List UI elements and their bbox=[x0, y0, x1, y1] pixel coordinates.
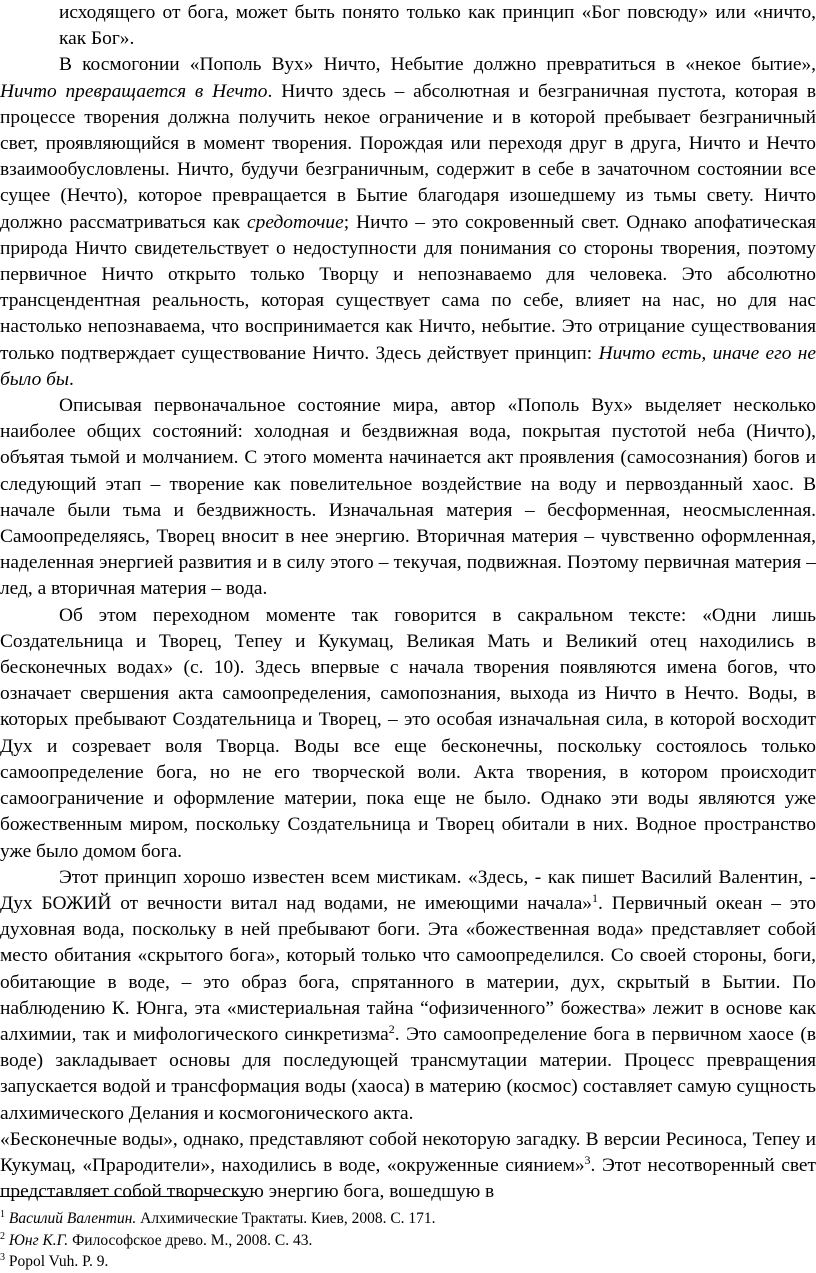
footnote-number: 1 bbox=[0, 1209, 5, 1220]
footnote-author: Василий Валентин. bbox=[8, 1210, 137, 1227]
footnote-number: 3 bbox=[0, 1252, 5, 1263]
text-run: исходящего от бога, может быть понято только как принцип «Бог повсюду» или «ничто, как Бог». bbox=[59, 2, 816, 50]
footnote-text: Алхимические Трактаты. Киев, 2008. С. 171. bbox=[136, 1210, 436, 1227]
footnote-2 bbox=[0, 1230, 816, 1252]
text-run: . Первичный океан – это духовная вода, поскольку в ней пребывают боги. Эта «божественная вода» представляет собой место обитания «скрытого бога», который только что самоопределился. Со своей стороны, боги, обитающие в воде, – это образ бога, спрятанного в материи, дух, скрытый в Бытии. По наблюдению К. Юнга, эта «мистериальная тайна “офизиченного” божества» лежит в основе как алхимии, так и мифологического синкретизма bbox=[0, 892, 816, 1045]
footnote-separator bbox=[0, 1196, 253, 1197]
paragraph-cosmogony bbox=[0, 52, 816, 393]
footnote-ref: 3 bbox=[584, 1152, 591, 1167]
text-run: . Ничто здесь – абсолютная и безграничная пустота, которая в процессе творения должна получить некое ограничение и в которой пребывает безграничный свет, проявляющийся в момент творения. Порождая или переходя друг в друга, Ничто и Нечто взаимообусловлены. Ничто, будучи безграничным, содержит в себе в зачаточном состоянии все сущее (Нечто), которое превращается в Бытие благодаря изошедшему из тьмы свету. Ничто должно рассматриваться как bbox=[0, 80, 816, 233]
footnote-text: Popol Vuh. P. 9. bbox=[8, 1253, 109, 1270]
text-run: Об этом переходном моменте так говорится в сакральном тексте: «Одни лишь Создательница и Творец, Тепеу и Кукумац, Великая Мать и Великий отец находились в бесконечных водах» (с. 10). Здесь впервые с начала творения появляются имена богов, что означает свершения акта самоопределения, самопознания, выхода из Ничто в Нечто. Воды, в которых пребывают Создательница и Творец, – это особая изначальная сила, в которой восходит Дух и созревает воля Творца. Воды все еще бесконечны, поскольку состоялось только самоопределение бога, но не его творческой воли. Акта творения, в котором происходит самоограничение и оформление материи, пока еще не было. Однако эти воды являются уже божественным миром, поскольку Создательница и Творец обитали в них. Водное пространство уже было домом бога. bbox=[0, 604, 816, 862]
italic-phrase: Ничто есть, иначе его не было бы bbox=[0, 342, 816, 390]
italic-phrase: средоточие bbox=[247, 211, 344, 233]
text-run: Описывая первоначальное состояние мира, автор «Пополь Вух» выделяет несколько наиболее общих состояний: холодная и бездвижная вода, покрытая пустотой неба (Ничто), объятая тьмой и молчанием. С этого момента начинается акт проявления (самосознания) богов и следующий этап – творение как повелительное воздействие на воду и первозданный хаос. В начале были тьма и бездвижность. Изначальная материя – бесформенная, неосмысленная. Самоопределяясь, Творец вносит в нее энергию. Вторичная материя – чувственно оформленная, наделенная энергией развития и в силу этого – текучая, подвижная. Поэтому первичная материя – лед, а вторичная материя – вода. bbox=[0, 395, 816, 600]
text-run: Этот принцип хорошо известен всем мистикам. «Здесь, - как пишет Василий Валентин, - Дух БОЖИЙ от вечности витал над водами, не имеющими начала» bbox=[0, 866, 816, 914]
footnote-ref: 2 bbox=[388, 1021, 395, 1036]
text-run: В космогонии «Пополь Вух» Ничто, Небытие должно превратиться в «некое бытие», bbox=[59, 54, 816, 76]
footnotes bbox=[0, 1208, 816, 1273]
footnote-ref: 1 bbox=[592, 890, 599, 905]
text-run: ; Ничто – это сокровенный свет. Однако апофатическая природа Ничто свидетельствует о недоступности для понимания со стороны творения, поэтому первичное Ничто открыто только Творцу и непознаваемо для человека. Это абсолютно трансцендентная реальность, которая существует сама по себе, влияет на нас, но для нас настолько непознаваема, что воспринимается как Ничто, небытие. Это отрицание существования только подтверждает существование Ничто. Здесь действует принцип: bbox=[0, 211, 816, 364]
paragraph-continuation bbox=[0, 0, 816, 52]
footnote-3 bbox=[0, 1251, 816, 1273]
footnote-number: 2 bbox=[0, 1230, 5, 1242]
paragraph-transition bbox=[0, 603, 816, 865]
paragraph-endless-waters bbox=[0, 1127, 816, 1206]
footnote-author: Юнг К.Г. bbox=[8, 1231, 69, 1249]
text-run: «Бесконечные воды», однако, представляют собой некоторую загадку. В версии Ресиноса, Тепеу и Кукумац, «Прародители», находились в воде, «окруженные сиянием» bbox=[0, 1128, 816, 1176]
footnote-text: Философское древо. М., 2008. С. 43. bbox=[68, 1231, 313, 1249]
text-run: . bbox=[69, 368, 74, 390]
footnote-1 bbox=[0, 1208, 816, 1230]
text-run: . Это самоопределение бога в первичном хаосе (в воде) закладывает основы для последующей трансмутации материи. Процесс превращения запускается водой и трансформация воды (хаоса) в материю (космос) составляет самую сущность алхимического Делания и космогонического акта. bbox=[0, 1023, 816, 1124]
text-run: . Этот несотворенный свет представляет собой творческую энергию бога, вошедшую в bbox=[0, 1154, 816, 1203]
italic-phrase: Ничто превращается в Нечто bbox=[0, 80, 268, 102]
paragraph-mystics bbox=[0, 865, 816, 1127]
paragraph-initial-state bbox=[0, 393, 816, 603]
